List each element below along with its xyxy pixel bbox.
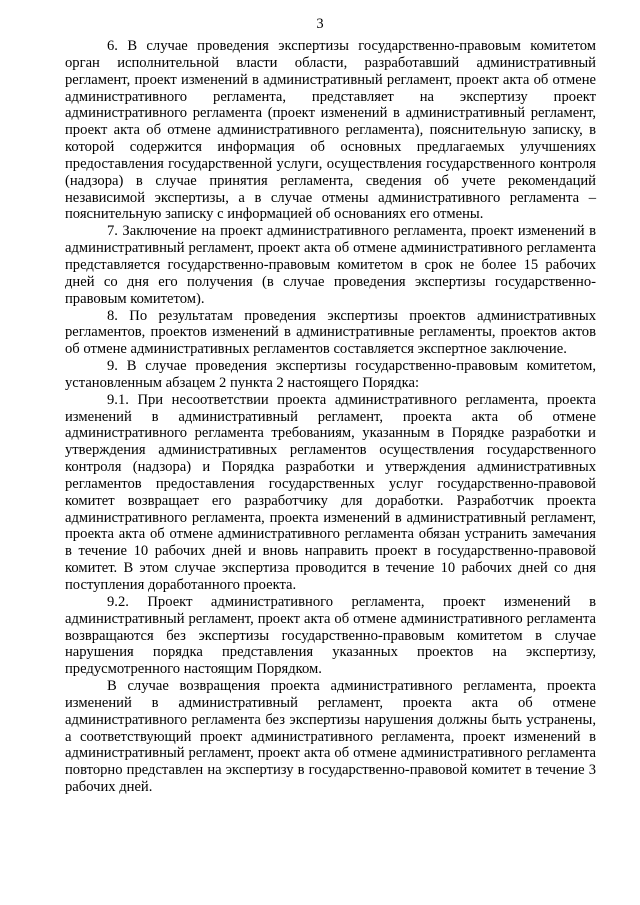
paragraph-return-procedure: В случае возвращения проекта административного регламента, проекта изменений в административный регламент, проекта акта об отмене административного регламента без экспертизы нарушения должны быть устранены, а соответствующий проект административного регламента, проект изменений в административный регламент, проект акта об отмене административного регламента повторно представлен на экспертизу в государственно-правовой комитет в течение 3 рабочих дней. <box>65 678 596 796</box>
paragraph-6: 6. В случае проведения экспертизы государственно-правовым комитетом орган исполнительной власти области, разработавший административный регламент, проект изменений в административный регламент, проект акта об отмене административного регламента, представляет на экспертизу проект административного регламента (проект изменений в административный регламент, проект акта об отмене административного регламента), пояснительную записку, в которой содержится информация об основных предлагаемых улучшениях предоставления государственной услуги, осуществления государственного контроля (надзора) в случае принятия регламента, сведения об учете рекомендаций независимой экспертизы, а в случае отмены административного регламента – пояснительную записку с информацией об основаниях его отмены. <box>65 38 596 223</box>
document-body <box>65 38 596 796</box>
paragraph-9-2: 9.2. Проект административного регламента, проект изменений в административный регламент, проект акта об отмене административного регламента возвращаются без экспертизы государственно-правовым комитетом в случае нарушения порядка представления указанных проектов на экспертизу, предусмотренного настоящим Порядком. <box>65 593 596 678</box>
paragraph-8: 8. По результатам проведения экспертизы проектов административных регламентов, проектов изменений в административные регламенты, проектов актов об отмене административных регламентов составляется экспертное заключение. <box>65 307 596 358</box>
paragraph-9-1: 9.1. При несоответствии проекта административного регламента, проекта изменений в административный регламент, проекта акта об отмене административного регламента требованиям, указанным в Порядке разработки и утверждения административных регламентов осуществления государственного контроля (надзора) и Порядка разработки и утверждения административных регламентов предоставления государственных услуг государственно-правовой комитет возвращает его разработчику для доработки. Разработчик проекта административного регламента, проекта изменений в административный регламент, проекта акта об отмене административного регламента обязан устранить замечания в течение 10 рабочих дней и вновь направить проект в государственно-правовой комитет. В этом случае экспертиза проводится в течение 10 рабочих дней со дня поступления доработанного проекта. <box>65 391 596 593</box>
paragraph-9: 9. В случае проведения экспертизы государственно-правовым комитетом, установленным абзацем 2 пункта 2 настоящего Порядка: <box>65 358 596 391</box>
paragraph-7: 7. Заключение на проект административного регламента, проект изменений в административный регламент, проект акта об отмене административного регламента представляется государственно-правовым комитетом в срок не более 15 рабочих дней со дня его получения (в случае проведения экспертизы государственно-правовым комитетом). <box>65 223 596 307</box>
page-number: 3 <box>316 16 324 32</box>
